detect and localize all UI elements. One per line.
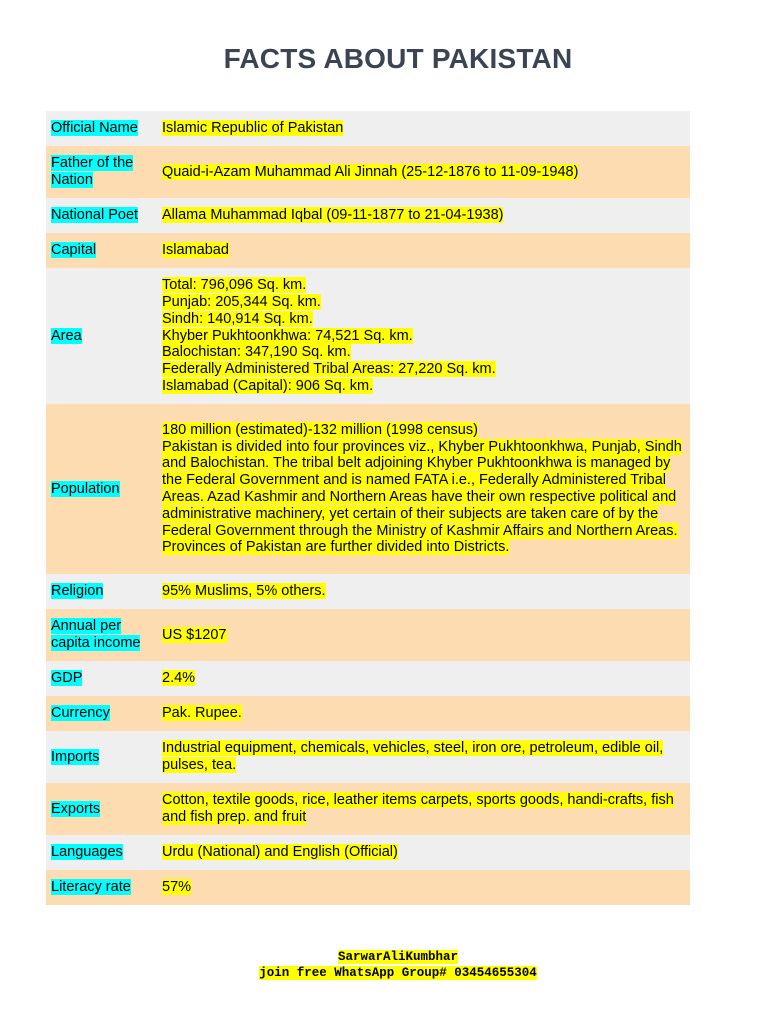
fact-label: Currency bbox=[51, 705, 110, 722]
fact-row bbox=[46, 233, 690, 268]
fact-row bbox=[46, 696, 690, 731]
fact-value-cell bbox=[156, 583, 690, 600]
fact-label-cell bbox=[46, 618, 156, 652]
facts-table bbox=[46, 111, 690, 905]
fact-value-cell bbox=[156, 844, 690, 861]
fact-label: Exports bbox=[51, 800, 101, 817]
fact-value-cell bbox=[156, 627, 690, 644]
fact-value: 180 million (estimated)-132 million (1998 census) bbox=[162, 421, 478, 438]
fact-label-cell bbox=[46, 705, 156, 722]
fact-value: Islamic Republic of Pakistan bbox=[162, 120, 344, 137]
fact-label-cell bbox=[46, 844, 156, 861]
fact-label: Religion bbox=[51, 583, 104, 600]
fact-label: National Poet bbox=[51, 207, 139, 224]
fact-row bbox=[46, 731, 690, 783]
fact-row bbox=[46, 870, 690, 905]
footer-author-text: SarwarAliKumbhar bbox=[337, 950, 459, 964]
fact-value-cell bbox=[156, 740, 690, 774]
fact-label: Father of the Nation bbox=[51, 155, 134, 188]
fact-label-cell bbox=[46, 879, 156, 896]
fact-label-cell bbox=[46, 670, 156, 687]
fact-label-cell bbox=[46, 583, 156, 600]
footer-whatsapp bbox=[0, 965, 768, 981]
fact-label-cell bbox=[46, 155, 156, 189]
fact-row bbox=[46, 111, 690, 146]
fact-label-cell bbox=[46, 749, 156, 766]
fact-value: Sindh: 140,914 Sq. km. bbox=[162, 310, 313, 327]
fact-label: Population bbox=[51, 480, 120, 497]
fact-label: Languages bbox=[51, 844, 123, 861]
fact-row bbox=[46, 146, 690, 198]
fact-row bbox=[46, 574, 690, 609]
fact-value: Federally Administered Tribal Areas: 27,220 Sq. km. bbox=[162, 361, 496, 378]
fact-row bbox=[46, 661, 690, 696]
fact-row bbox=[46, 609, 690, 661]
fact-value: Allama Muhammad Iqbal (09-11-1877 to 21-04-1938) bbox=[162, 207, 504, 224]
fact-value-cell bbox=[156, 879, 690, 896]
fact-row bbox=[46, 198, 690, 233]
fact-label: Literacy rate bbox=[51, 879, 131, 896]
fact-value: Cotton, textile goods, rice, leather items carpets, sports goods, handi-crafts, fish and fish prep. and fruit bbox=[162, 792, 674, 825]
fact-value-cell bbox=[156, 422, 690, 556]
fact-label: Annual per capita income bbox=[51, 618, 141, 651]
fact-label: GDP bbox=[51, 670, 83, 687]
fact-label-cell bbox=[46, 207, 156, 224]
fact-value: Balochistan: 347,190 Sq. km. bbox=[162, 344, 351, 361]
fact-row bbox=[46, 404, 690, 574]
fact-value-cell bbox=[156, 207, 690, 224]
footer-author bbox=[0, 949, 768, 965]
fact-value: Khyber Pukhtoonkhwa: 74,521 Sq. km. bbox=[162, 327, 413, 344]
page-title: FACTS ABOUT PAKISTAN bbox=[223, 43, 573, 74]
fact-value: 57% bbox=[162, 879, 192, 896]
fact-value-cell bbox=[156, 792, 690, 826]
fact-label-cell bbox=[46, 481, 156, 498]
fact-label-cell bbox=[46, 120, 156, 137]
fact-value: US $1207 bbox=[162, 626, 227, 643]
fact-value-cell bbox=[156, 242, 690, 259]
fact-value-cell bbox=[156, 277, 690, 395]
fact-label: Capital bbox=[51, 242, 97, 259]
fact-value: 2.4% bbox=[162, 670, 196, 687]
fact-label: Imports bbox=[51, 748, 100, 765]
fact-value: Urdu (National) and English (Official) bbox=[162, 844, 398, 861]
fact-value-cell bbox=[156, 705, 690, 722]
fact-value: 95% Muslims, 5% others. bbox=[162, 583, 326, 600]
fact-row bbox=[46, 835, 690, 870]
fact-row bbox=[46, 268, 690, 404]
fact-label-cell bbox=[46, 328, 156, 345]
fact-label-cell bbox=[46, 801, 156, 818]
fact-value: Total: 796,096 Sq. km. bbox=[162, 277, 307, 294]
fact-row bbox=[46, 783, 690, 835]
fact-label: Area bbox=[51, 327, 82, 344]
fact-value: Punjab: 205,344 Sq. km. bbox=[162, 294, 321, 310]
fact-value-cell bbox=[156, 670, 690, 687]
fact-label-cell bbox=[46, 242, 156, 259]
fact-label: Official Name bbox=[51, 120, 138, 137]
fact-value: Pak. Rupee. bbox=[162, 705, 242, 722]
fact-value: Pakistan is divided into four provinces viz., Khyber Pukhtoonkhwa, Punjab, Sindh and Balochistan. The tribal belt adjoining Khyber Pukhtoonkhwa is managed by the Federal Government and is named FATA i.e., Federally Administered Tribal Areas. Azad Kashmir and Northern Areas have their own respective political and administrative machinery, yet certain of their subjects are taken care of by the Federal Government through the Ministry of Kashmir Affairs and Northern Areas. Provinces of Pakistan are further divided into Districts. bbox=[162, 438, 682, 556]
footer-whatsapp-text: join free WhatsApp Group# 03454655304 bbox=[259, 966, 537, 980]
fact-value-cell bbox=[156, 120, 690, 137]
fact-value: Islamabad bbox=[162, 242, 229, 259]
fact-value: Quaid-i-Azam Muhammad Ali Jinnah (25-12-1876 to 11-09-1948) bbox=[162, 163, 579, 180]
fact-value: Industrial equipment, chemicals, vehicles, steel, iron ore, petroleum, edible oil, pulses, tea. bbox=[162, 740, 664, 773]
fact-value-cell bbox=[156, 164, 690, 181]
fact-value: Islamabad (Capital): 906 Sq. km. bbox=[162, 377, 374, 394]
